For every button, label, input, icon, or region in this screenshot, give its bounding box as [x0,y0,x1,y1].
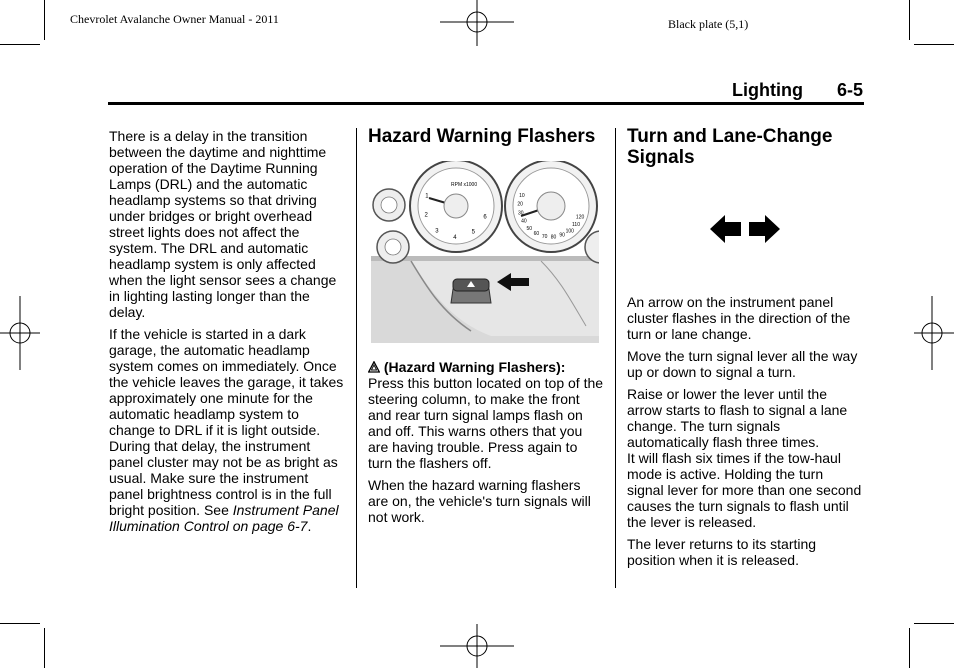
page-number: 6-5 [836,80,863,100]
section-name: Lighting [732,80,803,100]
gauge-tick-label: 100 [565,228,574,235]
paragraph-hazard-note: When the hazard warning flashers are on, the vehicle's turn signals will not work. [368,477,591,525]
column-divider-2 [615,128,616,588]
gauge-tick-label: 80 [550,234,557,241]
garage-text: If the vehicle is started in a dark garage, the automatic headlamp system comes on immediately. Once the vehicle leaves the garage, it takes approximately one minute for the automatic headlamp system to change to DRL if it is light outside. During that delay, the instrument panel cluster may not be as bright as usual. Make sure the instrument panel brightness control is in the full bright position. See [109,326,344,518]
paragraph-move-lever: Move the turn signal lever all the way up or down to signal a turn. [627,348,858,380]
manual-title: Chevrolet Avalanche Owner Manual - 2011 [70,12,279,26]
tach-label: RPM x1000 [451,182,478,188]
gauge-tick-label: 110 [572,222,580,228]
instrument-cluster-figure [371,161,599,343]
paragraph-tow-haul: It will flash six times if the tow-haul mode is active. Holding the turn signal lever for more than one second causes the turn signals to flash until the lever is released. [627,450,862,530]
right-arrow-icon [746,215,780,243]
paragraph-lever-returns: The lever returns to its starting position when it is released. [627,536,817,568]
gauge-tick-label: 3 [435,228,439,235]
column-3 [627,126,863,574]
gauge-tick-label: 30 [518,210,524,217]
registration-mark-top [440,0,514,46]
registration-mark-right [914,296,954,370]
header-rule [108,102,864,105]
gauge-tick-label: 20 [517,201,523,208]
gauge-tick-label: 70 [541,234,548,240]
gauge-tick-label: 10 [519,193,525,200]
gauge-tick-label: 5 [471,229,475,236]
gauge-tick-label: 6 [483,214,487,221]
hazard-instructions: Press this button located on top of the steering column, to make the front and rear turn signal lamps flash on and off. This warns others that you are having trouble. Press again to turn the flashers off. [368,375,604,471]
column-divider-1 [356,128,357,588]
gauge-tick-label: 60 [533,231,540,237]
hazard-icon-label: (Hazard Warning Flashers): [383,359,566,375]
gauge-tick-label: 40 [521,218,527,225]
gauge-tick-label: 2 [424,212,428,219]
plate-label: Black plate (5,1) [668,17,749,31]
gauge-tick-label: 1 [425,193,429,200]
cross-reference-link[interactable]: Instrument Panel Illumination Control on page 6-7 [109,502,339,534]
turn-signal-arrows [627,174,863,284]
paragraph-hazard-button [368,359,604,471]
period: . [307,518,312,534]
column-2 [368,126,604,531]
paragraph-arrow: An arrow on the instrument panel cluster flashes in the direction of the turn or lane change. [627,294,851,342]
column-1 [109,128,345,540]
left-arrow-icon [710,215,744,243]
gauge-tick-label: 50 [526,225,533,232]
section-header [732,80,863,101]
gauge-tick-label: 90 [559,232,565,239]
paragraph-drl-delay: There is a delay in the transition between the daytime and nighttime operation of the Daytime Running Lamps (DRL) and the automatic headlamp systems so that driving under bridges or bright overhead street lights does not affect the system. The DRL and automatic headlamp system is only affected when the light sensor sees a change in lighting lasting longer than the delay. [109,128,337,320]
registration-mark-left [0,296,40,370]
paragraph-garage [109,326,345,534]
heading-turn-signals: Turn and Lane-Change Signals [627,126,833,168]
registration-mark-bottom [440,624,514,668]
gauge-tick-label: 4 [453,235,457,241]
paragraph-lane-change: Raise or lower the lever until the arrow starts to flash to signal a lane change. The turn signals automatically flash three times. [627,386,848,450]
heading-hazard-warning-flashers: Hazard Warning Flashers [368,126,596,147]
gauge-tick-label: 120 [575,214,585,221]
hazard-triangle-icon [368,361,380,373]
